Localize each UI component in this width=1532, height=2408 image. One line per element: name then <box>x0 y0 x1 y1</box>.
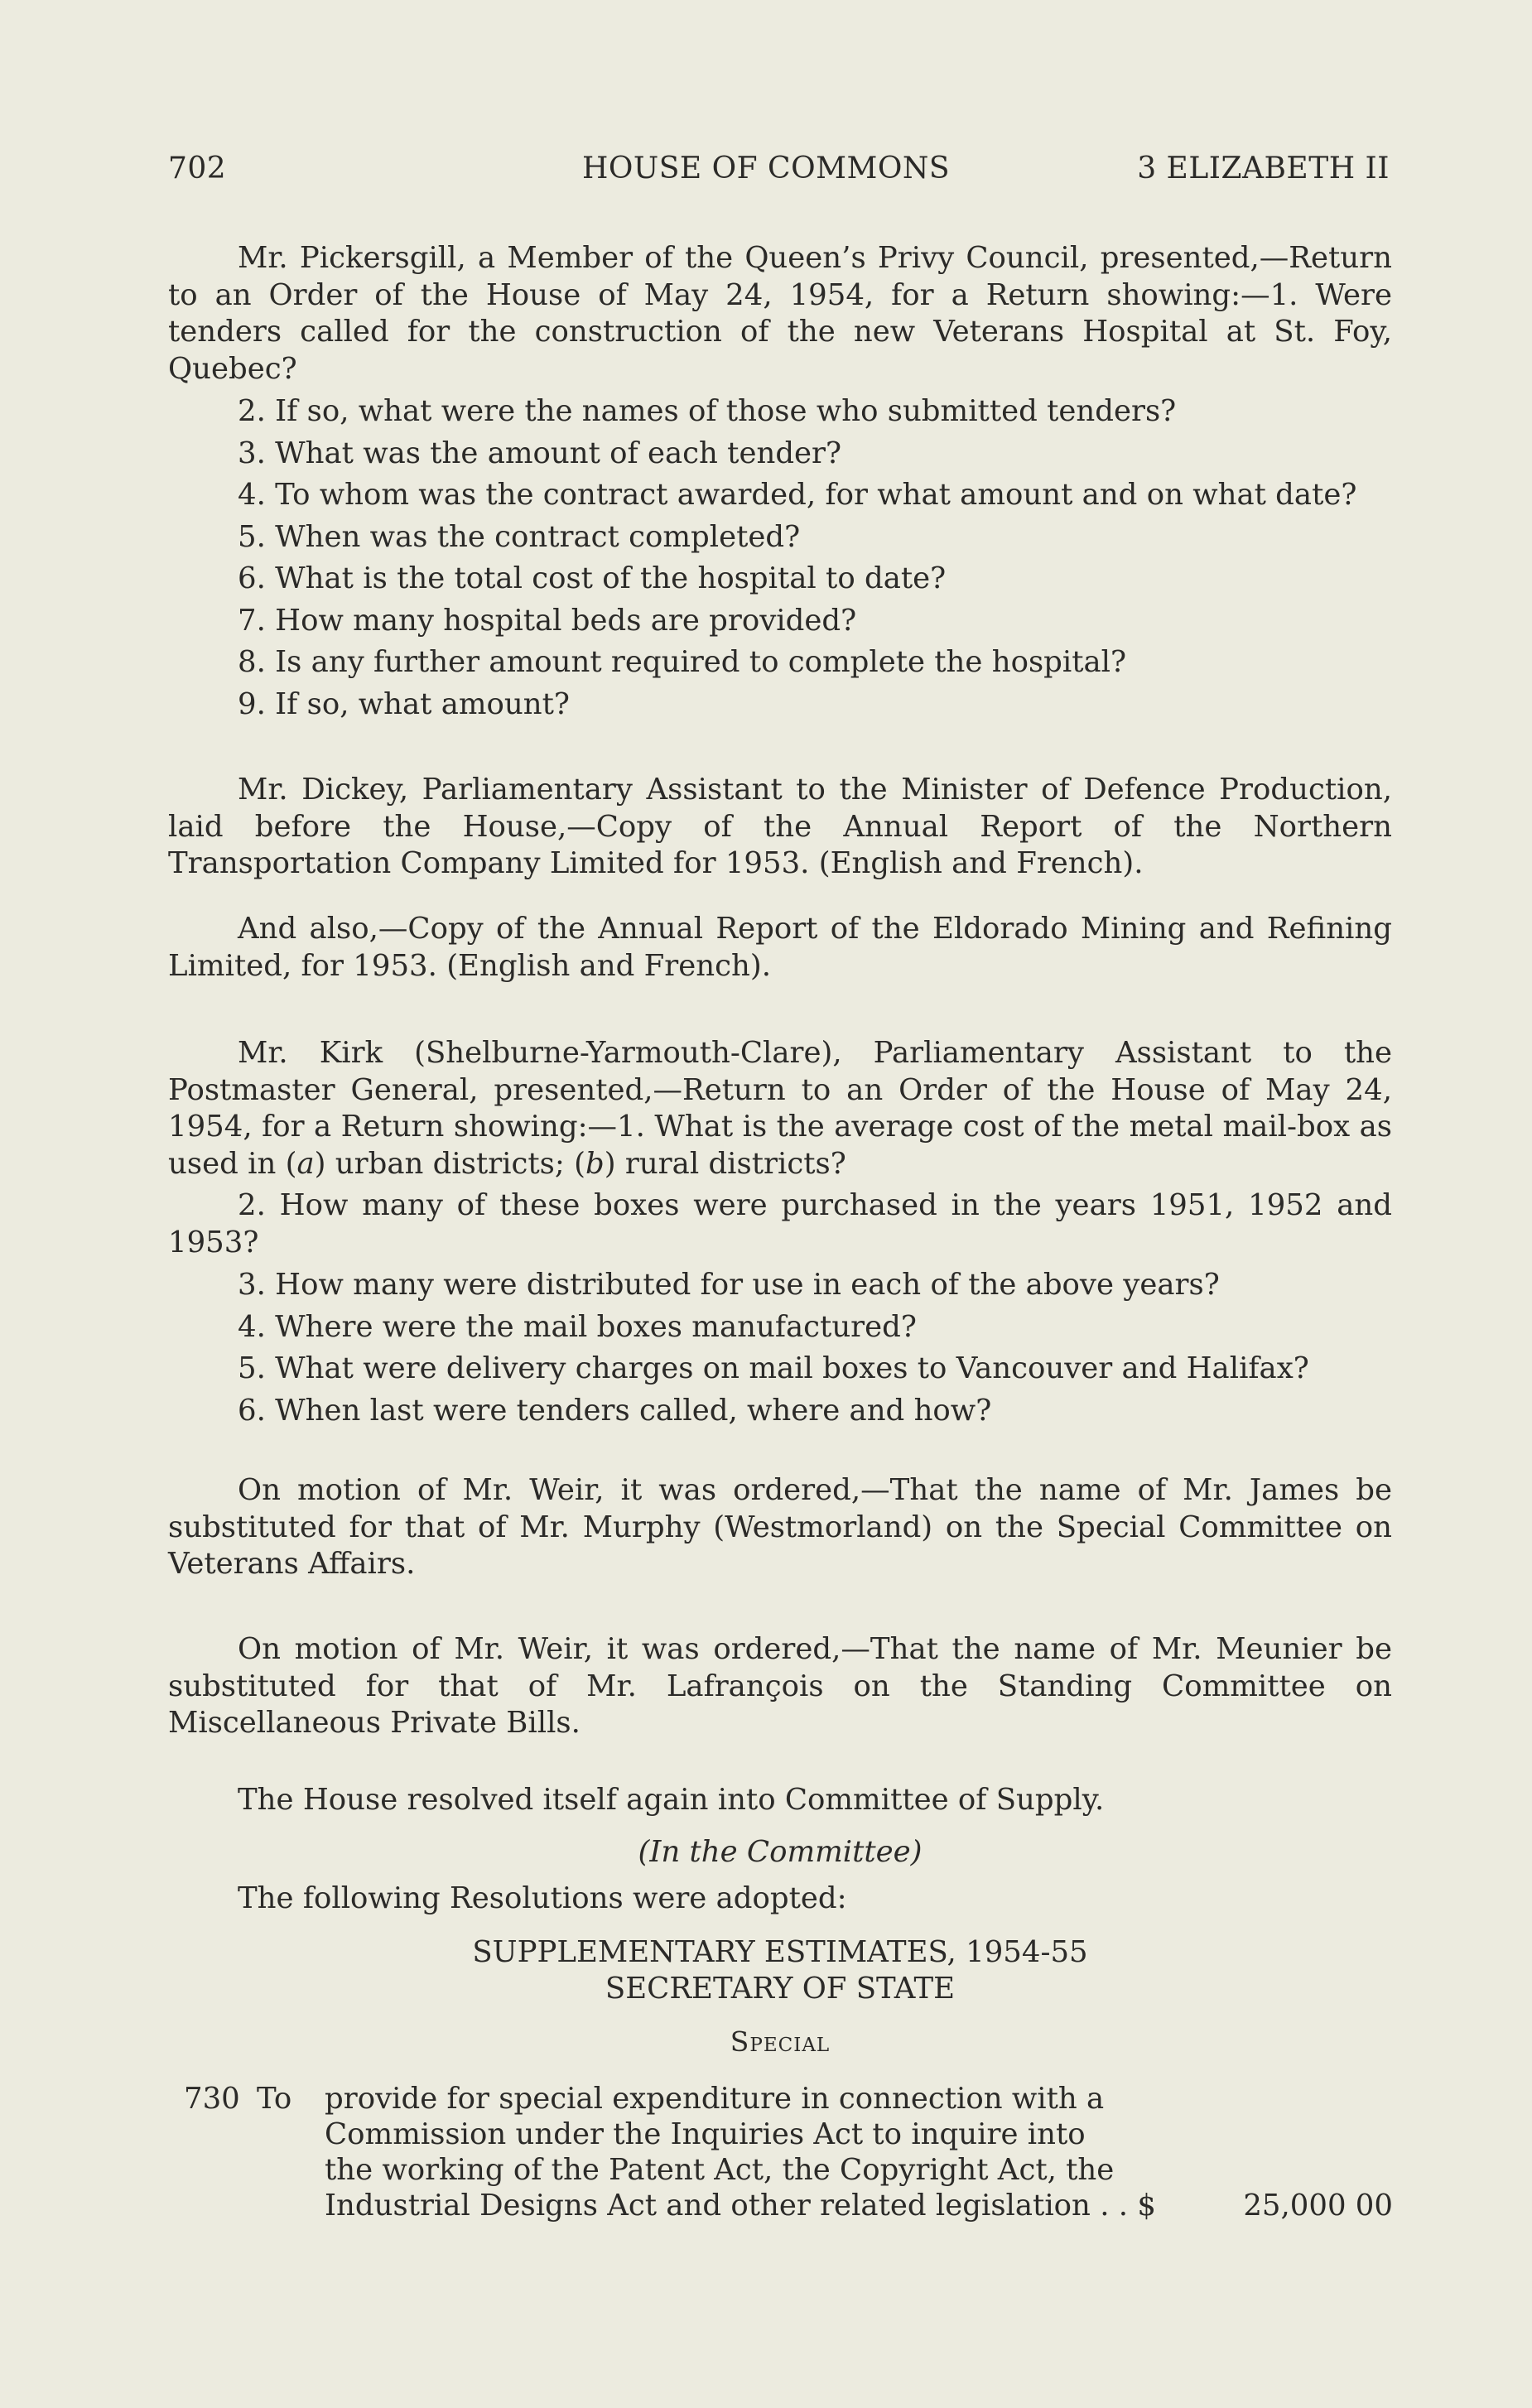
pickersgill-section <box>168 240 1392 725</box>
motion-2-section <box>168 1631 1392 1742</box>
in-committee: (In the Committee) <box>638 1834 923 1869</box>
vote-line-4: Industrial Designs Act and other related legislation . . $ <box>325 2189 1156 2223</box>
list-item: 6. When last were tenders called, where and how? <box>238 1393 992 1428</box>
special-subheading: Special <box>730 2025 831 2058</box>
dickey-section <box>168 772 1392 883</box>
vote-to: To <box>257 2082 292 2116</box>
session-label: 3 ELIZABETH II <box>1137 152 1390 185</box>
list-item: 4. To whom was the contract awarded, for what amount and on what date? <box>238 478 1357 512</box>
list-item: 6. What is the total cost of the hospital to date? <box>238 561 947 595</box>
list-item: 2. If so, what were the names of those who submitted tenders? <box>238 394 1177 428</box>
supply-resolved: The House resolved itself again into Committee of Supply. <box>238 1783 1105 1817</box>
motion-paragraph: On motion of Mr. Weir, it was ordered,—That the name of Mr. Meunier be substituted for that of Mr. Lafrançois on the Standing Committee on Miscellaneous Private Bills. <box>168 1632 1392 1740</box>
motion-1-section <box>168 1472 1392 1583</box>
list-item: 3. What was the amount of each tender? <box>238 436 842 470</box>
department-heading: SECRETARY OF STATE <box>605 1971 956 2006</box>
pickersgill-intro: Mr. Pickersgill, a Member of the Queen’s Privy Council, presented,—Return to an Order of the House of May 24, 1954, for a Return showing:—1. Were tenders called for the construction of the new Veterans Hospital at St. Foy, Quebec? <box>168 241 1392 386</box>
vote-line-2: Commission under the Inquiries Act to inquire into <box>325 2117 1086 2151</box>
motion-paragraph: On motion of Mr. Weir, it was ordered,—That the name of Mr. James be substituted for that of Mr. Murphy (Westmorland) on the Special Committee on Veterans Affairs. <box>168 1473 1392 1581</box>
letter-b: b <box>585 1146 605 1181</box>
list-item: 7. How many hospital beds are provided? <box>238 603 857 638</box>
list-item: 9. If so, what amount? <box>238 686 570 721</box>
page-number: 702 <box>168 152 227 185</box>
vote-730 <box>184 2081 1393 2230</box>
list-item: 4. Where were the mail boxes manufactured? <box>238 1309 917 1344</box>
list-item: 3. How many were distributed for use in each of the above years? <box>238 1268 1220 1302</box>
list-item: 5. When was the contract completed? <box>238 519 801 554</box>
dickey-also-section <box>168 911 1392 985</box>
dickey-also-paragraph: And also,—Copy of the Annual Report of the Eldorado Mining and Refining Limited, for 1953. (English and French). <box>168 912 1392 983</box>
estimates-heading: SUPPLEMENTARY ESTIMATES, 1954-55 <box>472 1934 1088 1969</box>
list-item: 8. Is any further amount required to complete the hospital? <box>238 645 1127 679</box>
kirk-question-2: 2. How many of these boxes were purchased in the years 1951, 1952 and 1953? <box>168 1188 1392 1259</box>
vote-line-3: the working of the Patent Act, the Copyright Act, the <box>325 2153 1115 2187</box>
vote-amount: 25,000 00 <box>1243 2189 1393 2223</box>
kirk-question-list <box>168 1264 1392 1432</box>
dickey-paragraph: Mr. Dickey, Parliamentary Assistant to the Minister of Defence Production, laid before the House,—Copy of the Annual Report of the Northern Transportation Company Limited for 1953. (English and French). <box>168 773 1392 880</box>
kirk-section <box>168 1035 1392 1432</box>
vote-line-1: provide for special expenditure in connection with a <box>325 2082 1105 2116</box>
running-title: HOUSE OF COMMONS <box>581 152 951 185</box>
letter-a: a <box>296 1146 315 1181</box>
kirk-intro: Mr. Kirk (Shelburne-Yarmouth-Clare), Parliamentary Assistant to the Postmaster General, presented,—Return to an Order of the House of May 24, 1954, for a Return showing:—1. What is the average cost of the metal mail-box as used in (a) urban districts; (b) rural districts? <box>168 1036 1392 1181</box>
vote-number: 730 <box>184 2082 240 2116</box>
supply-section <box>168 1782 1392 2060</box>
pickersgill-question-list <box>168 391 1392 725</box>
list-item: 5. What were delivery charges on mail boxes to Vancouver and Halifax? <box>238 1351 1309 1385</box>
resolutions-adopted: The following Resolutions were adopted: <box>238 1881 847 1915</box>
